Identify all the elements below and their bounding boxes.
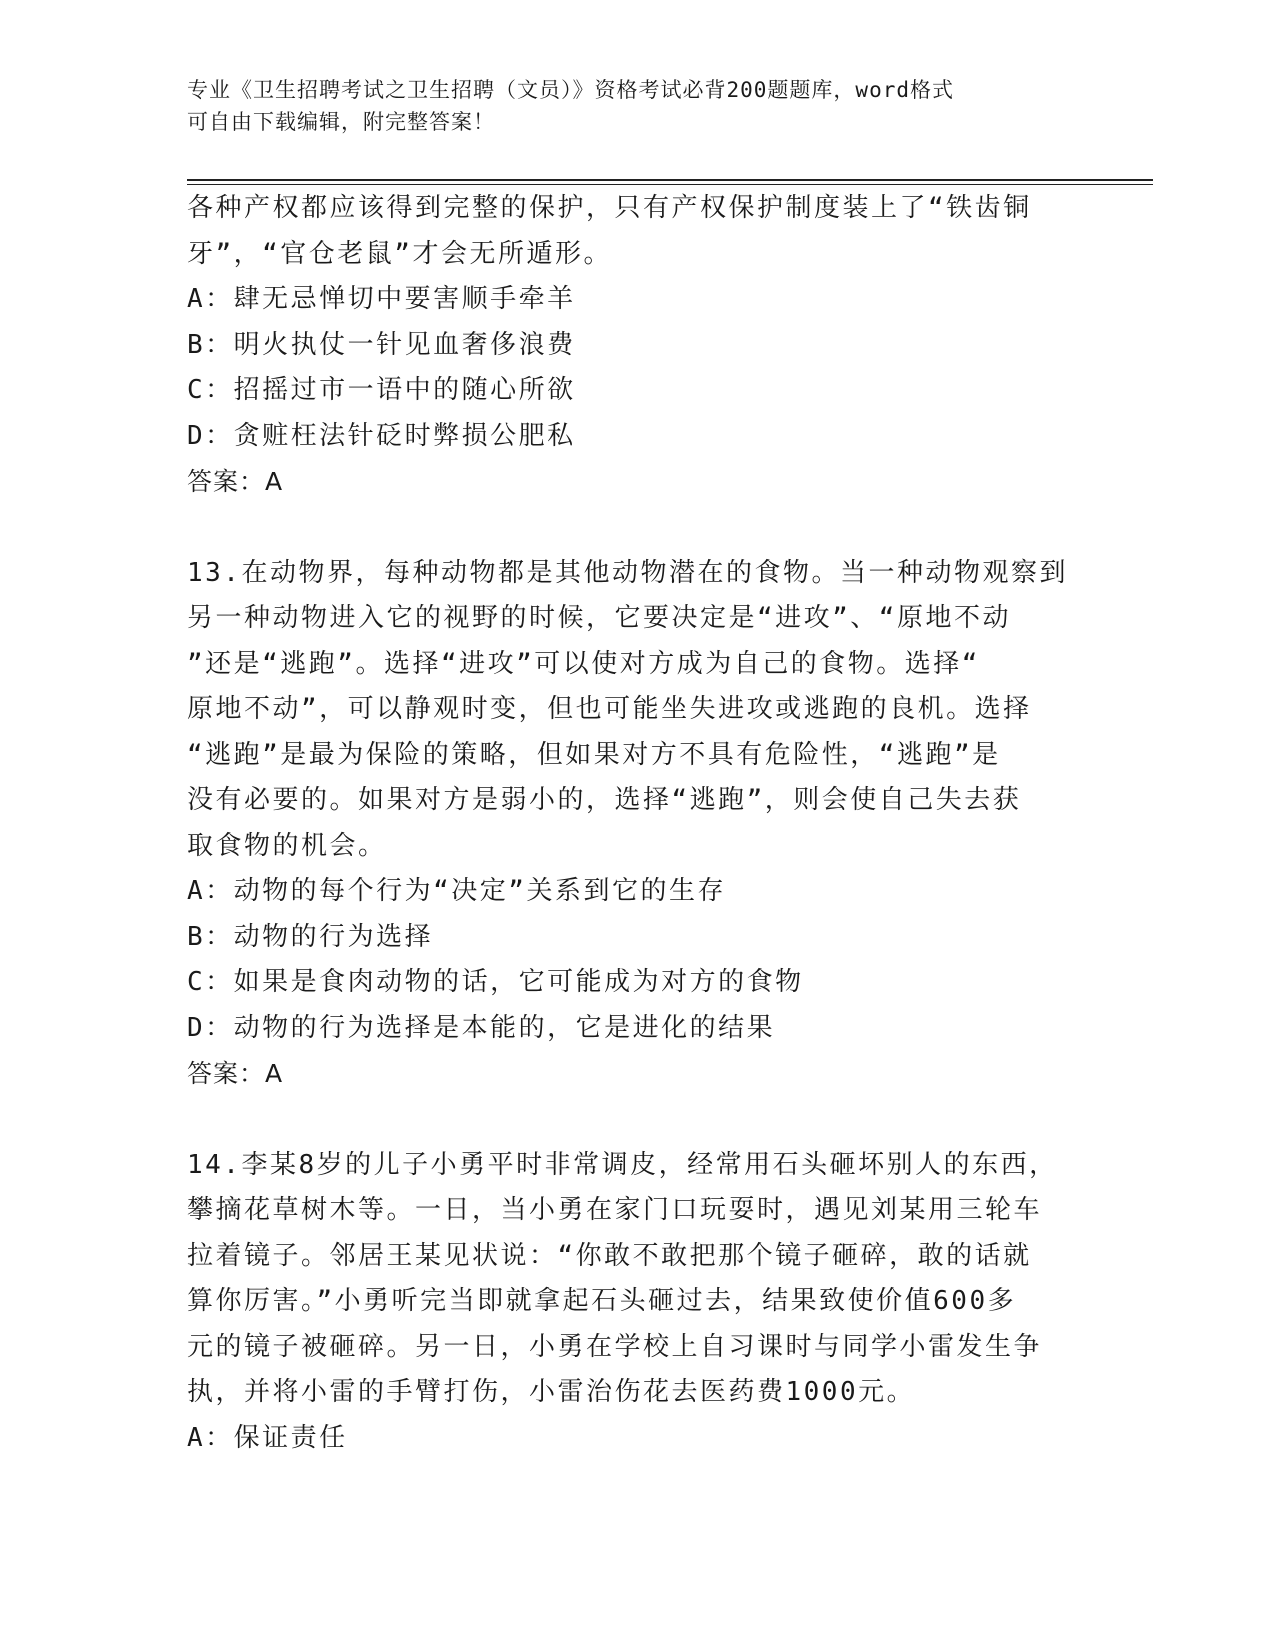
header-rule-thick <box>187 179 1153 181</box>
document-body <box>187 186 1087 1461</box>
header-rule-thin <box>187 184 1153 185</box>
option-a: A：保证责任 <box>187 1422 348 1453</box>
answer-line: 答案：A <box>187 467 284 496</box>
answer-line: 答案：A <box>187 1059 284 1088</box>
header-line-1: 专业《卫生招聘考试之卫生招聘（文员）》资格考试必背200题题库，word格式 <box>187 78 954 102</box>
question-stem-line: 拉着镜子。邻居王某见状说：“你敢不敢把那个镜子砸碎，敢的话就 <box>187 1240 1032 1271</box>
option-c: C：招摇过市一语中的随心所欲 <box>187 375 576 405</box>
question-stem-line: 各种产权都应该得到完整的保护，只有产权保护制度装上了“铁齿铜 <box>187 193 1032 223</box>
option-d: D：动物的行为选择是本能的，它是进化的结果 <box>187 1012 776 1043</box>
question-13 <box>187 551 1087 1097</box>
option-b: B：明火执仗一针见血奢侈浪费 <box>187 329 576 360</box>
option-a: A：肆无忌惮切中要害顺手牵羊 <box>187 284 576 314</box>
question-spacer <box>187 505 1087 551</box>
question-stem-line: 执，并将小雷的手臂打伤，小雷治伤花去医药费1000元。 <box>187 1377 916 1407</box>
option-b: B：动物的行为选择 <box>187 921 434 952</box>
option-a: A：动物的每个行为“决定”关系到它的生存 <box>187 876 726 906</box>
question-stem-line: ”还是“逃跑”。选择“进攻”可以使对方成为自己的食物。选择“ <box>187 648 980 679</box>
question-stem-line: 取食物的机会。 <box>187 830 387 861</box>
option-d: D：贪赃枉法针砭时弊损公肥私 <box>187 420 576 451</box>
question-stem-line: 另一种动物进入它的视野的时候，它要决定是“进攻”、“原地不动 <box>187 603 1011 633</box>
question-stem-line: 原地不动”，可以静观时变，但也可能坐失进攻或逃跑的良机。选择 <box>187 694 1032 724</box>
question-stem-line: 没有必要的。如果对方是弱小的，选择“逃跑”，则会使自己失去获 <box>187 785 1022 815</box>
header-line-2: 可自由下载编辑，附完整答案！ <box>187 110 495 134</box>
question-stem-line: “逃跑”是最为保险的策略，但如果对方不具有危险性，“逃跑”是 <box>187 739 1001 770</box>
question-stem-line: 元的镜子被砸碎。另一日，小勇在学校上自习课时与同学小雷发生争 <box>187 1331 1043 1362</box>
question-spacer <box>187 1097 1087 1143</box>
question-stem-line: 算你厉害。”小勇听完当即就拿起石头砸过去，结果致使价值600多 <box>187 1286 1017 1316</box>
question-stem-line: 牙”，“官仓老鼠”才会无所遁形。 <box>187 238 612 269</box>
question-stem-line: 攀摘花草树木等。一日，当小勇在家门口玩耍时，遇见刘某用三轮车 <box>187 1195 1043 1225</box>
question-stem-line: 13.在动物界，每种动物都是其他动物潜在的食物。当一种动物观察到 <box>187 557 1068 588</box>
question-12 <box>187 186 1087 505</box>
document-header <box>187 74 1067 138</box>
option-c: C：如果是食肉动物的话，它可能成为对方的食物 <box>187 967 804 997</box>
question-stem-line: 14.李某8岁的儿子小勇平时非常调皮，经常用石头砸坏别人的东西， <box>187 1149 1058 1180</box>
question-14 <box>187 1143 1087 1462</box>
